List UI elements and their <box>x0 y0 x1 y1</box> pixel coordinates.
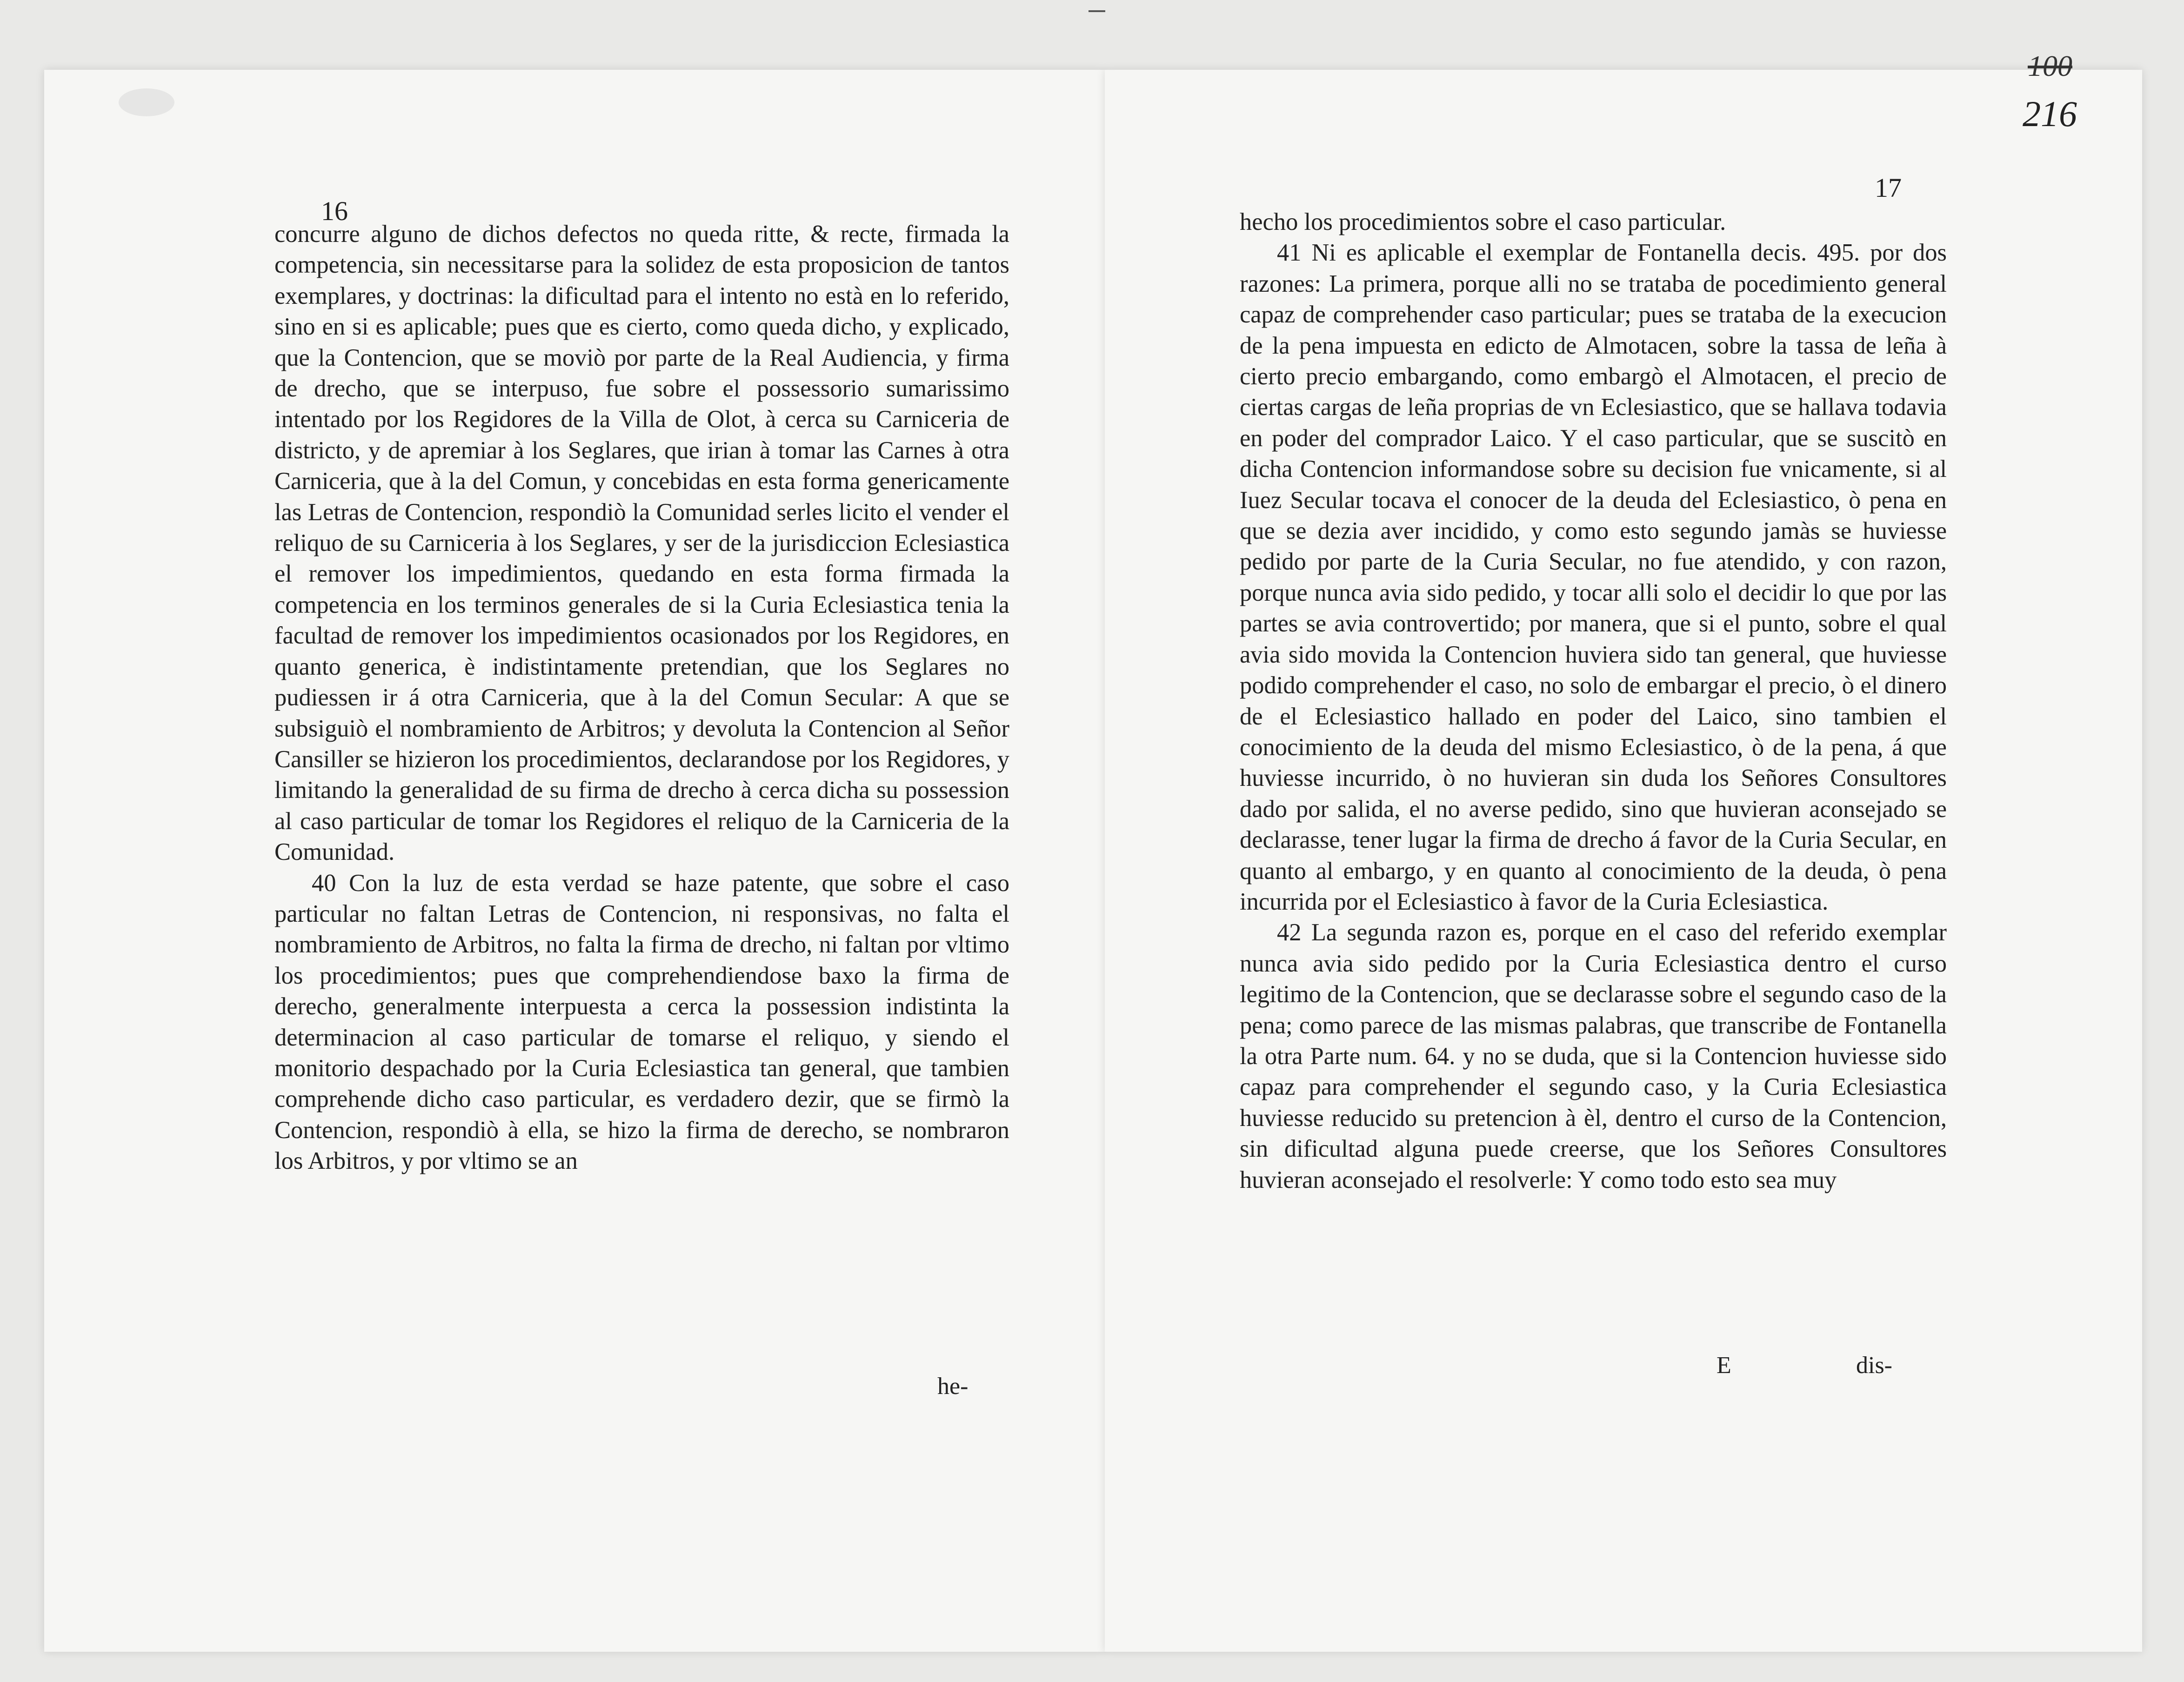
left-page-number: 16 <box>321 196 348 226</box>
right-page-number: 17 <box>1875 173 1902 203</box>
struck-folio-number: 100 <box>2028 49 2072 82</box>
left-page-text <box>274 219 1009 1177</box>
left-paragraph-2: 40 Con la luz de esta verdad se haze patente, que sobre el caso particular no faltan Letras de Contencion, ni responsivas, no falta el nombramiento de Arbitros, no falta la firma de drecho, ni faltan por vltimo los procedimientos; pues que comprehendiendose baxo la firma de derecho, generalmente interpuesta a cerca la possession indistinta la determinacion al caso particular de tomarse el reliquo, y siendo el monitorio despachado por la Curia Eclesiastica tan general, que tambien comprehende dicho caso particular, es verdadero dezir, que se firmò la Contencion, respondiò à ella, se hizo la firma de derecho, se nombraron los Arbitros, y por vltimo se an <box>274 869 1009 1175</box>
left-paragraph-1: concurre alguno de dichos defectos no queda ritte, & recte, firmada la competencia, sin necessitarse para la solidez de esta proposicion de tantos exemplares, y doctrinas: la dificultad para el intento no està en lo referido, sino en si es aplicable; pues que es cierto, como queda dicho, y explicado, que la Contencion, que se moviò por parte de la Real Audiencia, y firma de drecho, que se interpuso, fue sobre el possessorio sumarissimo intentado por los Regidores de la Villa de Olot, à cerca su Carniceria de districto, y de apremiar à los Seglares, que irian à tomar las Carnes à otra Carniceria, que à la del Comun, y concebidas en esta forma genericamente las Letras de Contencion, respondiò la Comunidad serles licito el vender el reliquo de su Carniceria à los Seglares, y ser de la jurisdiccion Eclesiastica el remover los impedimientos, quedando en esta forma firmada la competencia en los terminos generales de si la Curia Eclesiastica tenia la facultad de remover los impedimientos ocasionados por los Regidores, en quanto generica, è indistintamente pretendian, que los Seglares no pudiessen ir á otra Carniceria, que à la del Comun Secular: A que se subsiguiò el nombramiento de Arbitros; y devoluta la Contencion al Señor Cansiller se hizieron los procedimientos, declarandose por los Regidores, y limitando la generalidad de su firma de drecho à cerca dicha su possession al caso particular de tomar los Regidores el reliquo de la Carniceria de la Comunidad. <box>274 221 1009 866</box>
right-page-text <box>1240 207 1947 1195</box>
left-catchword: he- <box>937 1373 968 1400</box>
right-catchword: dis- <box>1856 1352 1892 1379</box>
right-paragraph-1: hecho los procedimientos sobre el caso particular. <box>1240 208 1726 235</box>
signature-mark: E <box>1716 1352 1731 1379</box>
right-paragraph-2: 41 Ni es aplicable el exemplar de Fontanella decis. 495. por dos razones: La primera, porque alli no se trataba de pocedimiento general capaz de comprehender caso particular; pues se trataba de la execucion de la pena impuesta en edicto de Almotacen, sobre la tassa de leña à cierto precio embargando, como embargò el Almotacen, el precio de ciertas cargas de leña proprias de vn Eclesiastico, que se hallava todavia en poder del comprador Laico. Y el caso particular, que se suscitò en dicha Contencion informandose sobre su decision fue vnicamente, si al Iuez Secular tocava el conocer de la deuda del Eclesiastico, ò pena en que se dezia aver incidido, y como esto segundo jamàs se huviesse pedido por parte de la Curia Secular, no fue atendido, y con razon, porque nunca avia sido pedido, y tocar alli solo el decidir lo que por las partes se avia controvertido; por manera, que si el punto, sobre el qual avia sido movida la Contencion huviera sido tan general, que huviesse podido comprehender el caso, no solo de embargar el precio, ò el dinero de el Eclesiastico hallado en poder del Laico, sino tambien el conocimiento de la deuda del mismo Eclesiastico, ò de la pena, á que huviesse incurrido, ò no huvieran sin duda los Señores Consultores dado por salida, el no averse pedido, sino que huvieran aconsejado se declarasse, tener lugar la firma de drecho á favor de la Curia Secular, en quanto al embargo, y en quanto al conocimiento de la deuda, ò pena incurrida por el Eclesiastico à favor de la Curia Eclesiastica. <box>1240 239 1947 915</box>
scan-edge-mark <box>1089 10 1105 12</box>
right-paragraph-3: 42 La segunda razon es, porque en el caso del referido exemplar nunca avia sido pedido por la Curia Eclesiastica dentro el curso legitimo de la Contencion, que se declarasse sobre el segundo caso de la pena; como parece de las mismas palabras, que transcribe de Fontanella la otra Parte num. 64. y no se duda, que si la Contencion huviesse sido capaz para comprehender el segundo caso, y la Curia Eclesiastica huviesse reducido su pretencion à èl, dentro el curso de la Contencion, sin dificultad alguna puede creerse, que los Señores Consultores huvieran aconsejado el resolverle: Y como todo esto sea muy <box>1240 919 1947 1193</box>
page-stain <box>119 88 174 116</box>
folio-number: 216 <box>2023 94 2077 134</box>
